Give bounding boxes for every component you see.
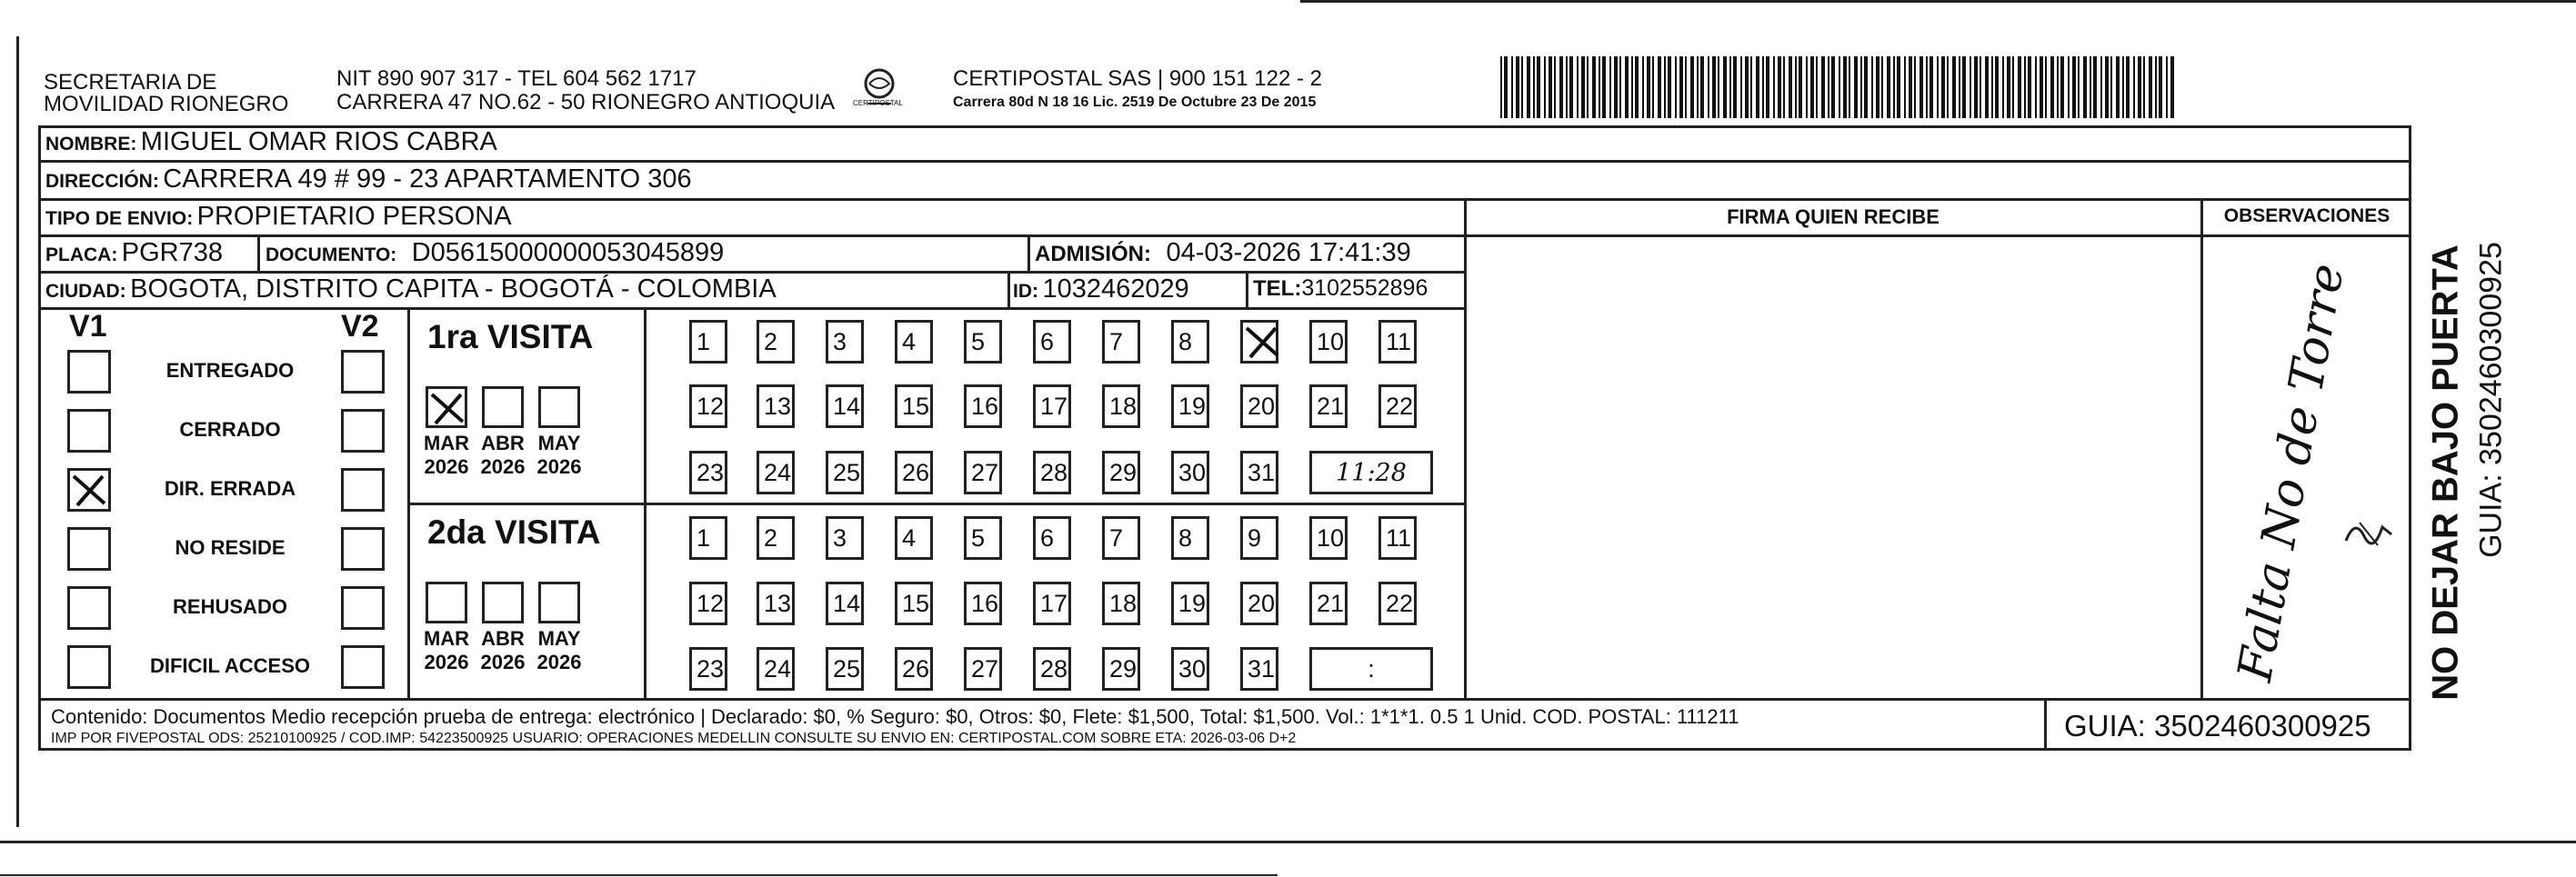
- address-line: CARRERA 47 NO.62 - 50 RIONEGRO ANTIOQUIA: [336, 90, 836, 115]
- footer-contenido: Contenido: Documentos Medio recepción prueba de entrega: electrónico | Declarado: $0, % Seguro: $0, Otros: $0, Flete: $1,500, Total: $1,500. Vol.: 1*1*1. 0.5 1 Unid. COD. POSTAL: 111211: [51, 705, 1739, 728]
- observaciones-header: OBSERVACIONES: [2223, 205, 2391, 226]
- visit1-day-14[interactable]: [826, 384, 864, 428]
- status-v2-checkbox-entregado[interactable]: [341, 350, 385, 394]
- direccion-value: CARRERA 49 # 99 - 23 APARTAMENTO 306: [163, 164, 692, 194]
- footer-guia: GUIA: 3502460300925: [2064, 709, 2371, 742]
- page-top-line: [1300, 0, 2576, 3]
- visit2-time: :: [1368, 654, 1375, 683]
- day-number: 5: [971, 523, 986, 552]
- admision-value: 04-03-2026 17:41:39: [1166, 238, 1411, 267]
- visit1-day-2[interactable]: [757, 320, 795, 364]
- visit2-day-21[interactable]: [1309, 582, 1348, 625]
- day-number: 14: [833, 589, 861, 617]
- row-line: [38, 198, 2411, 201]
- status-v2-checkbox-dificil-acceso[interactable]: [341, 645, 385, 689]
- visit1-day-6[interactable]: [1033, 320, 1071, 364]
- day-number: 21: [1317, 589, 1345, 617]
- sender-line-2: MOVILIDAD RIONEGRO: [44, 92, 289, 116]
- visit1-month-abr-label: ABR: [481, 432, 525, 454]
- visit1-day-3[interactable]: [826, 320, 864, 364]
- visit1-day-16[interactable]: [964, 384, 1002, 428]
- day-number: 5: [971, 327, 986, 355]
- day-number: 3: [833, 327, 847, 355]
- visit2-day-26[interactable]: [895, 647, 933, 691]
- status-v1-checkbox-entregado[interactable]: [67, 350, 111, 394]
- id-label: ID:: [1013, 281, 1038, 302]
- placa-field: [45, 238, 223, 268]
- visit1-day-11[interactable]: [1378, 320, 1417, 364]
- page-left-line: [16, 36, 19, 827]
- visit2-day-8[interactable]: [1171, 516, 1209, 560]
- visit2-month-abr-label: ABR: [481, 627, 525, 650]
- ciudad-field: [45, 274, 777, 304]
- day-number: 16: [971, 392, 999, 420]
- nit-line: NIT 890 907 317 - TEL 604 562 1717: [336, 66, 697, 91]
- status-v1-checkbox-dir-errada[interactable]: [67, 468, 111, 512]
- visit2-day-18[interactable]: [1102, 582, 1140, 625]
- day-number: 11: [1386, 327, 1412, 355]
- visit1-day-21[interactable]: [1309, 384, 1348, 428]
- day-number: 27: [971, 458, 999, 486]
- placa-value: PGR738: [121, 238, 224, 267]
- visit2-year-abr-label: 2026: [480, 651, 526, 673]
- row-line: [38, 271, 1466, 274]
- visit1-day-17[interactable]: [1033, 384, 1071, 428]
- visit2-day-1[interactable]: [689, 516, 727, 560]
- day-number: 6: [1040, 523, 1055, 552]
- visit2-year-mar-label: 2026: [424, 651, 469, 673]
- v1-label: V1: [69, 309, 107, 344]
- day-number: 11: [1386, 523, 1412, 552]
- visit1-day-4[interactable]: [895, 320, 933, 364]
- tipo-label: TIPO DE ENVIO:: [45, 208, 194, 229]
- page-bottom-line: [0, 841, 2576, 843]
- day-number: 16: [971, 589, 999, 617]
- day-number: 17: [1040, 392, 1068, 420]
- visit1-day-23[interactable]: [689, 451, 727, 494]
- col-line: [2044, 698, 2047, 751]
- visit2-day-16[interactable]: [964, 582, 1002, 625]
- direccion-row: [45, 164, 692, 194]
- placa-label: PLACA:: [45, 244, 118, 265]
- visit1-month-abr-checkbox[interactable]: [482, 386, 524, 428]
- visit1-month-may-label: MAY: [537, 432, 581, 454]
- sender-line-1: SECRETARIA DE: [44, 70, 217, 95]
- visit2-day-24[interactable]: [757, 647, 795, 691]
- visit-divider: [407, 503, 1465, 505]
- day-number: 19: [1178, 589, 1207, 617]
- tipo-row: [45, 202, 512, 232]
- visit2-day-15[interactable]: [895, 582, 933, 625]
- visit2-month-mar-checkbox[interactable]: [426, 582, 467, 623]
- visit1-day-8[interactable]: [1171, 320, 1209, 364]
- day-number: 2: [764, 327, 778, 355]
- status-label-entregado: ENTREGADO: [165, 359, 295, 382]
- tel-value: 3102552896: [1301, 275, 1428, 301]
- visit1-day-10[interactable]: [1309, 320, 1348, 364]
- day-number: 18: [1109, 589, 1138, 617]
- day-number: 4: [902, 327, 917, 355]
- visit1-day-30[interactable]: [1171, 451, 1209, 494]
- visit1-month-mar-label: MAR: [423, 432, 470, 454]
- tipo-value: PROPIETARIO PERSONA: [196, 202, 512, 231]
- row-line: [38, 160, 2411, 163]
- visit2-day-7[interactable]: [1102, 516, 1140, 560]
- day-number: 13: [764, 589, 792, 617]
- nombre-row: [45, 127, 497, 157]
- day-number: 22: [1386, 392, 1414, 420]
- visit2-day-23[interactable]: [689, 647, 727, 691]
- admision-label: ADMISIÓN:: [1035, 242, 1151, 266]
- documento-value: D05615000000053045899: [411, 238, 725, 267]
- day-number: 24: [764, 458, 792, 486]
- visit1-month-mar-checkbox[interactable]: [426, 386, 467, 428]
- visit2-day-9[interactable]: [1240, 516, 1278, 560]
- day-number: 4: [902, 523, 917, 552]
- day-number: 25: [833, 458, 861, 486]
- status-v2-checkbox-cerrado[interactable]: [341, 409, 385, 453]
- visit1-day-28[interactable]: [1033, 451, 1071, 494]
- day-number: 9: [1248, 523, 1262, 552]
- firma-header: FIRMA QUIEN RECIBE: [1727, 205, 1940, 228]
- col-line: [1027, 234, 1030, 273]
- visit2-day-14[interactable]: [826, 582, 864, 625]
- day-number: 24: [764, 654, 792, 683]
- status-label-rehusado: REHUSADO: [173, 595, 287, 618]
- visit1-day-25[interactable]: [826, 451, 864, 494]
- col-line: [2200, 198, 2203, 700]
- day-number: 30: [1178, 654, 1207, 683]
- status-label-dir-errada: DIR. ERRADA: [164, 477, 296, 500]
- visit1-day-13[interactable]: [757, 384, 795, 428]
- day-number: 15: [902, 392, 930, 420]
- visit1-day-31[interactable]: [1240, 451, 1278, 494]
- company-line: CERTIPOSTAL SAS | 900 151 122 - 2: [953, 66, 1322, 91]
- visit1-day-9[interactable]: [1240, 320, 1278, 364]
- day-number: 1: [697, 523, 711, 552]
- second-visit-title: 2da VISITA: [427, 513, 601, 551]
- observation-scribble: [2341, 509, 2396, 554]
- visit2-day-30[interactable]: [1171, 647, 1209, 691]
- status-v2-checkbox-rehusado[interactable]: [341, 586, 385, 630]
- day-number: 23: [697, 458, 725, 486]
- certipostal-logo: [853, 65, 903, 111]
- side-guia: GUIA: 3502460300925: [2473, 242, 2509, 558]
- visit1-day-22[interactable]: [1378, 384, 1417, 428]
- visit2-day-5[interactable]: [964, 516, 1002, 560]
- direccion-label: DIRECCIÓN:: [45, 171, 159, 192]
- observation-handwritten: Falta No de Torre: [2228, 259, 2355, 686]
- day-number: 8: [1178, 523, 1193, 552]
- status-v1-checkbox-rehusado[interactable]: [67, 586, 111, 630]
- status-v1-checkbox-no-reside[interactable]: [67, 527, 111, 571]
- logo-caption: CERTIPOSTAL: [853, 99, 903, 107]
- day-number: 20: [1248, 589, 1276, 617]
- day-number: 28: [1040, 458, 1068, 486]
- day-number: 1: [697, 327, 711, 355]
- day-number: 31: [1248, 458, 1276, 486]
- admision-field: [1035, 238, 1411, 268]
- day-number: 7: [1109, 327, 1124, 355]
- visit2-day-22[interactable]: [1378, 582, 1417, 625]
- day-number: 13: [764, 392, 792, 420]
- visit1-day-29[interactable]: [1102, 451, 1140, 494]
- status-v1-checkbox-dificil-acceso[interactable]: [67, 645, 111, 689]
- id-value: 1032462029: [1042, 274, 1189, 304]
- day-number: 25: [833, 654, 861, 683]
- status-label-cerrado: CERRADO: [179, 418, 281, 441]
- visit1-day-20[interactable]: [1240, 384, 1278, 428]
- tel-label: TEL:: [1253, 276, 1302, 301]
- id-field: [1013, 274, 1189, 304]
- visit2-day-25[interactable]: [826, 647, 864, 691]
- day-number: 26: [902, 654, 930, 683]
- status-label-dificil-acceso: DIFICIL ACCESO: [149, 654, 310, 677]
- visit2-day-12[interactable]: [689, 582, 727, 625]
- day-number: 30: [1178, 458, 1207, 486]
- visit2-day-6[interactable]: [1033, 516, 1071, 560]
- visit2-day-11[interactable]: [1378, 516, 1417, 560]
- no-dejar-warning: NO DEJAR BAJO PUERTA: [2425, 244, 2466, 701]
- day-number: 6: [1040, 327, 1055, 355]
- day-number: 26: [902, 458, 930, 486]
- nombre-label: NOMBRE:: [45, 134, 137, 154]
- col-line: [1246, 271, 1248, 309]
- day-number: 8: [1178, 327, 1193, 355]
- visit1-month-may-checkbox[interactable]: [538, 386, 580, 428]
- visit1-day-7[interactable]: [1102, 320, 1140, 364]
- day-number: 3: [833, 523, 847, 552]
- row-line: [38, 234, 2411, 237]
- documento-field: [266, 238, 724, 268]
- visit2-day-10[interactable]: [1309, 516, 1348, 560]
- license-line: Carrera 80d N 18 16 Lic. 2519 De Octubre 23 De 2015: [953, 95, 1317, 110]
- visit2-month-mar-label: MAR: [423, 627, 470, 650]
- day-number: 2: [764, 523, 778, 552]
- day-number: 14: [833, 392, 861, 420]
- visit1-day-18[interactable]: [1102, 384, 1140, 428]
- col-line: [1007, 271, 1010, 309]
- visit1-year-may-label: 2026: [536, 455, 582, 478]
- tel-field: [1253, 275, 1428, 302]
- visit2-day-20[interactable]: [1240, 582, 1278, 625]
- visit2-month-may-checkbox[interactable]: [538, 582, 580, 623]
- day-number: 29: [1109, 654, 1138, 683]
- visit2-day-31[interactable]: [1240, 647, 1278, 691]
- visit2-day-13[interactable]: [757, 582, 795, 625]
- day-number: 27: [971, 654, 999, 683]
- day-number: 10: [1317, 327, 1345, 355]
- page-bottom-line-2: [0, 874, 1278, 876]
- day-number: 28: [1040, 654, 1068, 683]
- day-number: 23: [697, 654, 725, 683]
- visit1-year-abr-label: 2026: [480, 455, 526, 478]
- day-number: 19: [1178, 392, 1207, 420]
- documento-label: DOCUMENTO:: [266, 244, 397, 265]
- col-line: [1464, 198, 1467, 700]
- visit2-day-29[interactable]: [1102, 647, 1140, 691]
- nombre-value: MIGUEL OMAR RIOS CABRA: [140, 127, 497, 156]
- visit2-day-17[interactable]: [1033, 582, 1071, 625]
- visit1-day-15[interactable]: [895, 384, 933, 428]
- status-v2-checkbox-dir-errada[interactable]: [341, 468, 385, 512]
- day-number: 7: [1109, 523, 1124, 552]
- day-number: 12: [697, 589, 725, 617]
- status-label-no-reside: NO RESIDE: [175, 536, 286, 559]
- day-number: 22: [1386, 589, 1414, 617]
- barcode: [1500, 56, 2178, 118]
- row-line: [38, 698, 2411, 701]
- day-number: 31: [1248, 654, 1276, 683]
- visit1-day-12[interactable]: [689, 384, 727, 428]
- day-number: 15: [902, 589, 930, 617]
- day-number: 18: [1109, 392, 1138, 420]
- visit1-day-27[interactable]: [964, 451, 1002, 494]
- v2-label: V2: [341, 309, 379, 344]
- footer-imp: IMP POR FIVEPOSTAL ODS: 25210100925 / COD.IMP: 54223500925 USUARIO: OPERACIONES MEDELLIN CONSULTE SU ENVIO EN: CERTIPOSTAL.COM SOBRE ETA: 2026-03-06 D+2: [51, 731, 1297, 746]
- visit1-day-19[interactable]: [1171, 384, 1209, 428]
- visit2-day-19[interactable]: [1171, 582, 1209, 625]
- day-number: 29: [1109, 458, 1138, 486]
- status-v2-checkbox-no-reside[interactable]: [341, 527, 385, 571]
- status-v1-checkbox-cerrado[interactable]: [67, 409, 111, 453]
- day-number: 17: [1040, 589, 1068, 617]
- day-number: 12: [697, 392, 725, 420]
- day-number: 10: [1317, 523, 1345, 552]
- day-number: 21: [1317, 392, 1345, 420]
- visit2-month-may-label: MAY: [537, 627, 581, 650]
- ciudad-label: CIUDAD:: [45, 281, 126, 302]
- visit2-month-abr-checkbox[interactable]: [482, 582, 524, 623]
- visit1-day-1[interactable]: [689, 320, 727, 364]
- visit2-day-28[interactable]: [1033, 647, 1071, 691]
- visit1-year-mar-label: 2026: [424, 455, 469, 478]
- visit1-day-5[interactable]: [964, 320, 1002, 364]
- day-number: 20: [1248, 392, 1276, 420]
- visit2-day-4[interactable]: [895, 516, 933, 560]
- visit2-day-27[interactable]: [964, 647, 1002, 691]
- ciudad-value: BOGOTA, DISTRITO CAPITA - BOGOTÁ - COLOMBIA: [130, 274, 777, 304]
- visit1-day-26[interactable]: [895, 451, 933, 494]
- first-visit-title: 1ra VISITA: [427, 318, 594, 355]
- visit1-time-box[interactable]: [1309, 451, 1433, 494]
- visit1-time: 11:28: [1336, 458, 1407, 487]
- col-line: [257, 234, 260, 273]
- visit1-day-24[interactable]: [757, 451, 795, 494]
- visit2-day-3[interactable]: [826, 516, 864, 560]
- visit2-day-2[interactable]: [757, 516, 795, 560]
- row-line: [38, 307, 1466, 310]
- visit2-time-box[interactable]: [1309, 647, 1433, 691]
- visit2-year-may-label: 2026: [536, 651, 582, 673]
